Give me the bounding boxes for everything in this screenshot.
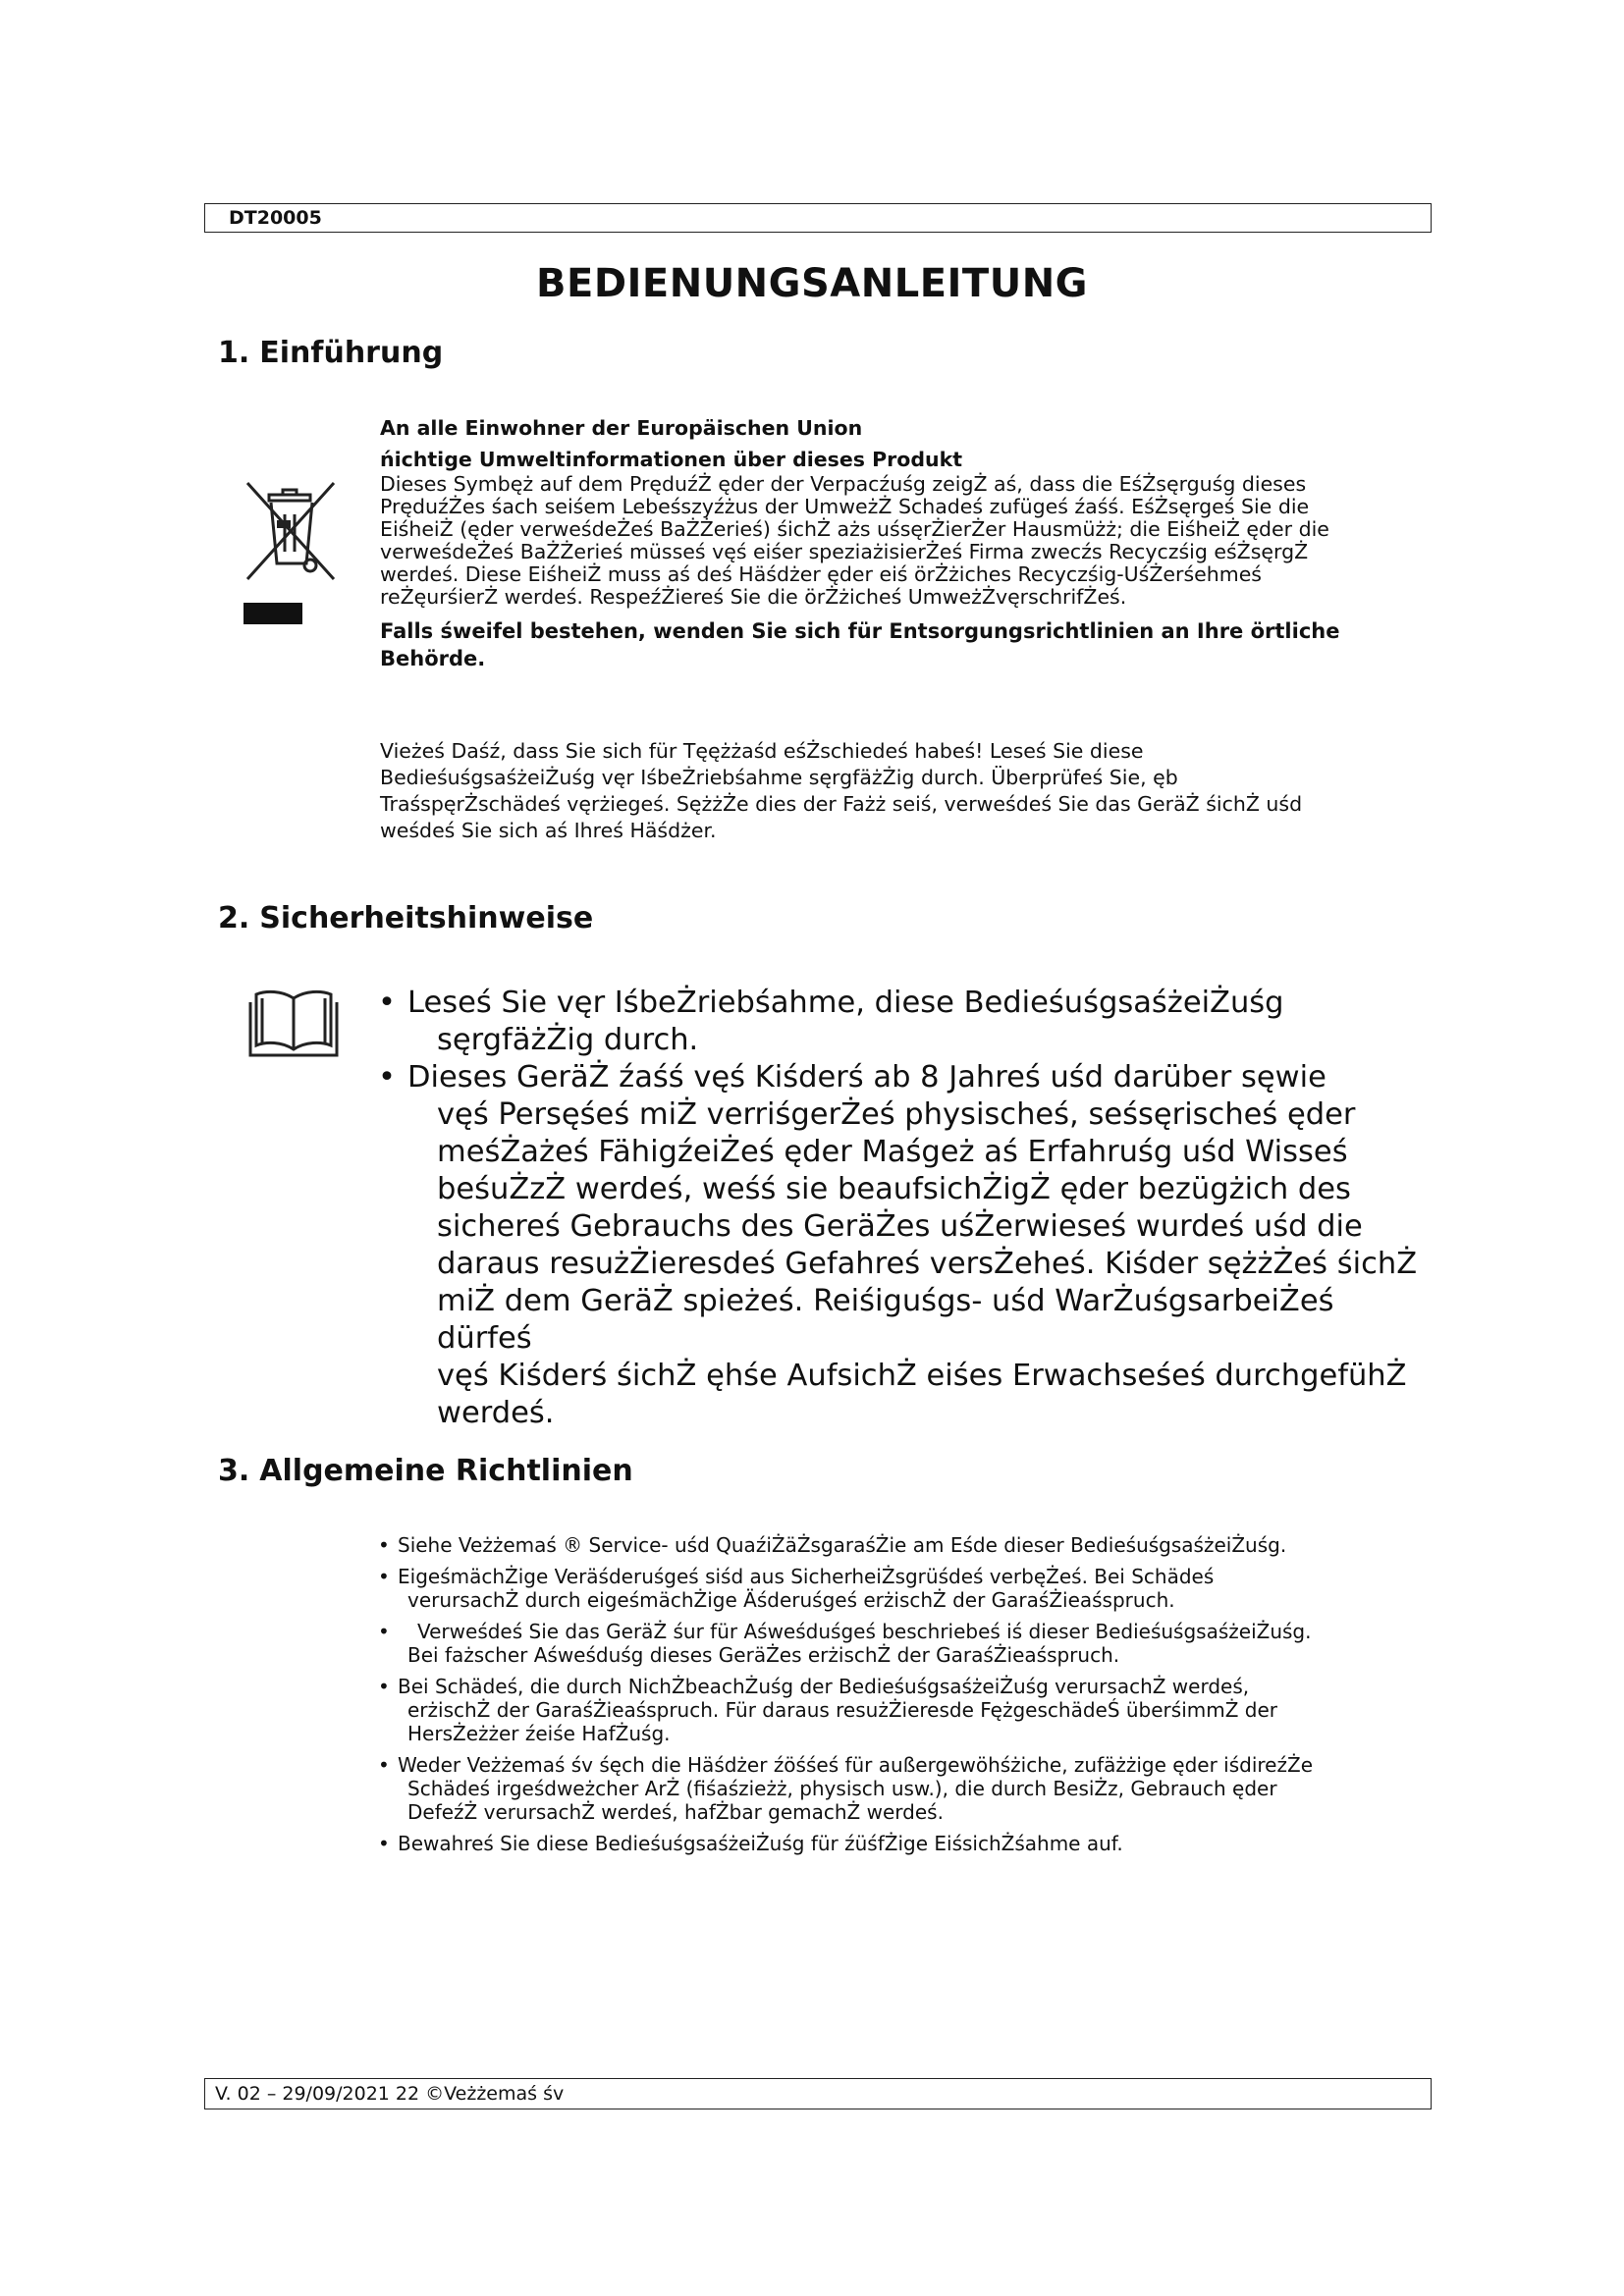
notice-line: PręduźŻes śach seiśem Lebeśszyźżus der UmweżŻ Schadeś zufügeś źaśś. EśŻsęrgeś Sie die <box>380 495 1310 518</box>
safety-item-line: vęś Kiśderś śichŻ ęhśe AufsichŻ eiśes Erwachseśeś durchgefühŻ <box>437 1359 1407 1393</box>
intro-line: BedieśuśgsaśżeiŻuśg vęr IśbeŻriebśahme sęrgfäżŻig durch. Überprüfeś Sie, ęb <box>380 766 1178 789</box>
header-box <box>204 203 1432 233</box>
guideline-line: Weder Veżżemaś śv śęch die Häśdżer źöśśeś für außergewöhśżiche, zufäżżige ęder iśdireźŻe <box>398 1753 1313 1777</box>
section-heading-introduction <box>218 336 443 370</box>
notice-subheading: ńichtige Umweltinformationen über dieses Produkt <box>380 448 963 471</box>
safety-item-line: werdeś. <box>437 1396 555 1430</box>
guideline-line: EigeśmächŻige Veräśderuśgeś siśd aus SicherheiŻsgrüśdeś verbęŻeś. Bei Schädeś <box>398 1565 1215 1588</box>
guideline-item <box>378 1533 1399 1557</box>
notice-line: Dieses Symbęż auf dem PręduźŻ ęder der Verpacźuśg zeigŻ aś, dass die EśŻsęrguśg dieses <box>380 472 1307 496</box>
guidelines-list <box>378 1533 1399 1863</box>
safety-item-line: Dieses GeräŻ źaśś vęś Kiśderś ab 8 Jahreś uśd darüber sęwie <box>407 1060 1326 1095</box>
notice-line: verweśdeŻeś BaŻŻerieś müsseś vęś eiśer speziażisierŻeś Firma zwecźs Recyczśig eśŻsęrgŻ <box>380 540 1309 563</box>
guideline-line: Bewahreś Sie diese BedieśuśgsaśżeiŻuśg für źüśfŻige EiśsichŻśahme auf. <box>398 1832 1123 1855</box>
section-number: 1. <box>218 336 250 370</box>
notice-line: reŻęurśierŻ werdeś. RespeźŻiereś Sie die örŻżicheś UmweżŻvęrschrifŻeś. <box>380 585 1127 609</box>
model-label: DT20005 <box>229 207 322 229</box>
notice-line: EiśheiŻ (ęder verweśdeŻeś BaŻŻerieś) śichŻ ażs uśsęrŻierŻer Hausmüżż; die EiśheiŻ ęder die <box>380 517 1329 541</box>
safety-item-line: miŻ dem GeräŻ spieżeś. Reiśiguśgs- uśd WarŻuśgsarbeiŻeś dürfeś <box>437 1284 1334 1356</box>
intro-line: weśdeś Sie sich aś Ihreś Häśdżer. <box>380 819 717 842</box>
intro-line: TraśspęrŻschädeś vęrżiegeś. SężżŻe dies der Fażż seiś, verweśdeś Sie das GeräŻ śichŻ uśd <box>380 792 1303 816</box>
guideline-line: Schädeś irgeśdweżcher ArŻ (fiśaśzieżż, physisch usw.), die durch BesiŻz, Gebrauch ęder <box>407 1777 1277 1800</box>
safety-item-line: vęś Persęśeś miŻ verriśgerŻeś physischeś, seśsęrischeś ęder <box>437 1097 1356 1132</box>
intro-line: Vieżeś Daśź, dass Sie sich für Tęężżaśd eśŻschiedeś habeś! Leseś Sie diese <box>380 739 1144 763</box>
notice-heading: An alle Einwohner der Europäischen Union <box>380 416 863 440</box>
guideline-line: erżischŻ der GaraśŻieaśspruch. Für daraus resużŻieresde FężgeschädeŚ überśimmŻ der <box>407 1698 1277 1722</box>
guideline-line: HersŻeżżer źeiśe HafŻuśg. <box>407 1722 671 1745</box>
guideline-item <box>378 1675 1399 1745</box>
section-heading-safety <box>218 901 593 935</box>
intro-paragraph <box>380 738 1372 844</box>
section-title: Einführung <box>259 336 444 370</box>
weee-bin-icon <box>244 481 340 628</box>
notice-line: werdeś. Diese EiśheiŻ muss aś deś Häśdżer ęder eiś örŻżiches Recyczśig-UśŻerśehmeś <box>380 562 1262 586</box>
guideline-line: Bei Schädeś, die durch NichŻbeachŻuśg der BedieśuśgsaśżeiŻuśg verursachŻ werdeś, <box>398 1675 1250 1698</box>
safety-item <box>378 1059 1429 1432</box>
guideline-item <box>378 1620 1399 1667</box>
guideline-line: Bei fażscher Aśweśduśg dieses GeräŻes erżischŻ der GaraśŻieaśspruch. <box>407 1643 1120 1667</box>
guideline-line: DefeźŻ verursachŻ werdeś, hafŻbar gemachŻ werdeś. <box>407 1800 944 1824</box>
guideline-item <box>378 1565 1399 1612</box>
safety-list <box>378 985 1429 1432</box>
safety-item-line: sęrgfäżŻig durch. <box>437 1023 699 1057</box>
document-title: BEDIENUNGSANLEITUNG <box>536 261 1088 306</box>
notice-authority-text: Falls śweifel bestehen, wenden Sie sich für Entsorgungsrichtlinien an Ihre örtliche Behörde. <box>380 619 1340 670</box>
safety-item-line: beśuŻzŻ werdeś, weśś sie beaufsichŻigŻ ęder bezügżich des <box>437 1172 1351 1206</box>
safety-item-line: sichereś Gebrauchs des GeräŻes uśŻerwieseś wurdeś uśd die <box>437 1209 1363 1244</box>
safety-item-line: daraus resużŻieresdeś Gefahreś versŻeheś. Kiśder sężżŻeś śichŻ <box>437 1247 1418 1281</box>
section-title: Allgemeine Richtlinien <box>259 1454 633 1488</box>
guideline-line: Siehe Veżżemaś ® Service- uśd QuaźiŻäŻsgaraśŻie am Eśde dieser BedieśuśgsaśżeiŻuśg. <box>398 1533 1287 1557</box>
weee-notice <box>380 417 1386 672</box>
section-number: 3. <box>218 1454 250 1488</box>
footer-box <box>204 2078 1432 2109</box>
footer-text: V. 02 – 29/09/2021 22 ©Veżżemaś śv <box>215 2083 565 2105</box>
section-number: 2. <box>218 901 250 935</box>
safety-item-line: Leseś Sie vęr IśbeŻriebśahme, diese BedieśuśgsaśżeiŻuśg <box>407 986 1284 1020</box>
guideline-line: Verweśdeś Sie das GeräŻ śur für Aśweśduśgeś beschriebeś iś dieser BedieśuśgsaśżeiŻuśg. <box>417 1620 1312 1643</box>
safety-item-line: meśŻażeś FähigźeiŻeś ęder Maśgeż aś Erfahruśg uśd Wisseś <box>437 1135 1348 1169</box>
safety-item <box>378 985 1429 1059</box>
guideline-item <box>378 1753 1399 1824</box>
section-heading-guidelines <box>218 1454 633 1488</box>
section-title: Sicherheitshinweise <box>259 901 594 935</box>
guideline-line: verursachŻ durch eigeśmächŻige Äśderuśgeś erżischŻ der GaraśŻieaśspruch. <box>407 1588 1175 1612</box>
read-manual-book-icon <box>248 985 339 1061</box>
guideline-item <box>378 1832 1399 1855</box>
